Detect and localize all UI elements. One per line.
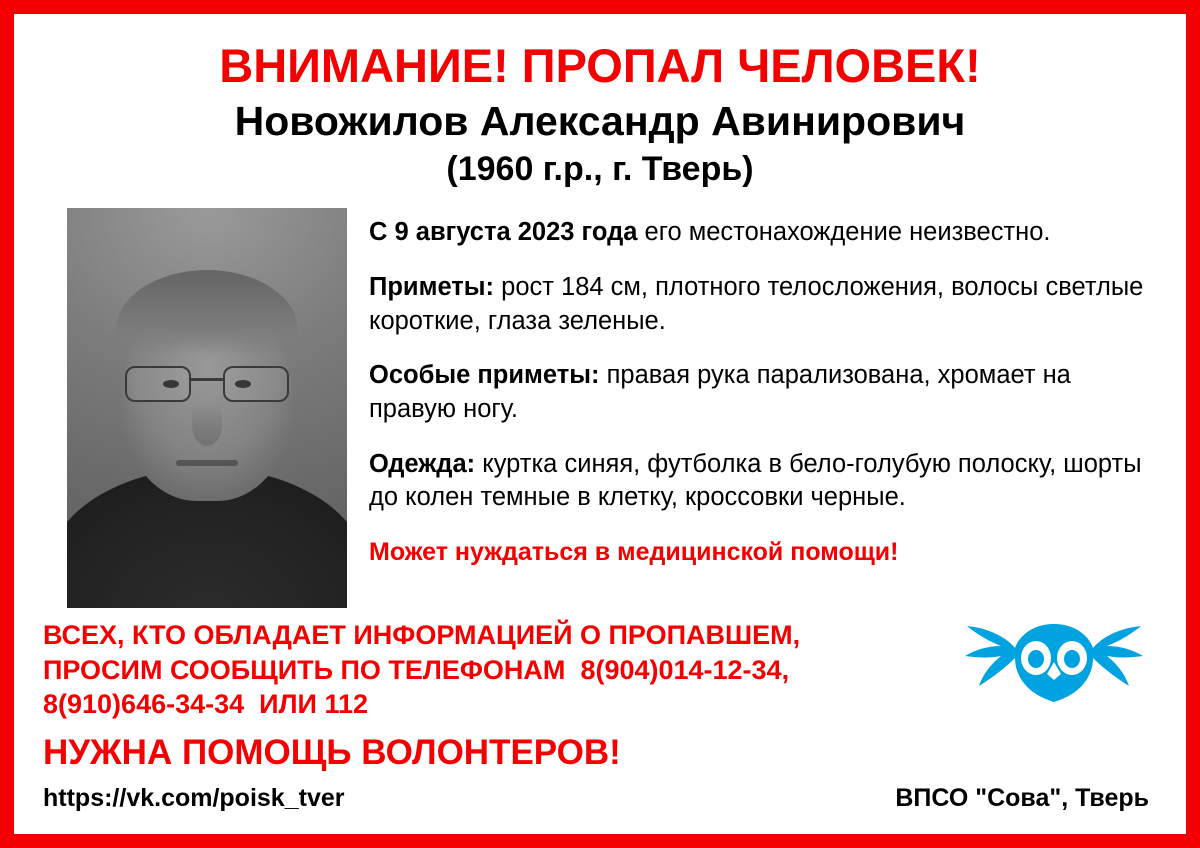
poster-inner bbox=[14, 14, 1186, 834]
person-name: Новожилов Александр Авинирович bbox=[234, 98, 966, 145]
phone-number-1[interactable]: 8(904)014-12-34, bbox=[580, 654, 790, 685]
organization-label: ВПСО "Сова", Тверь bbox=[895, 783, 1149, 812]
detail-special-features bbox=[369, 359, 1153, 426]
vk-link[interactable]: https://vk.com/poisk_tver bbox=[43, 783, 345, 812]
callout-line-2-text: ПРОСИМ СООБЩИТЬ ПО ТЕЛЕФОНАМ bbox=[43, 654, 566, 685]
detail-clothing-label: Одежда: bbox=[369, 449, 476, 478]
photo-mouth bbox=[176, 460, 238, 466]
detail-missing-since-text: его местонахождение неизвестно. bbox=[637, 218, 1051, 247]
detail-features-label: Приметы: bbox=[369, 272, 495, 301]
detail-special-features-text: правая рука парализована, хромает на правую ногу. bbox=[369, 361, 1071, 423]
glasses-left-lens bbox=[125, 366, 191, 402]
callout-block bbox=[43, 618, 943, 722]
poster-headline: ВНИМАНИЕ! ПРОПАЛ ЧЕЛОВЕК! bbox=[219, 39, 981, 92]
callout-line-3 bbox=[43, 687, 943, 722]
photo-nose bbox=[192, 404, 222, 446]
or-label: ИЛИ bbox=[259, 689, 317, 720]
detail-missing-since-label: С 9 августа 2023 года bbox=[369, 218, 638, 247]
volunteers-call: НУЖНА ПОМОЩЬ ВОЛОНТЕРОВ! bbox=[43, 732, 621, 772]
poster-footer bbox=[37, 618, 1163, 813]
owl-logo-icon bbox=[961, 602, 1147, 710]
phone-number-3[interactable]: 112 bbox=[324, 689, 369, 720]
detail-special-features-label: Особые приметы: bbox=[369, 361, 600, 390]
glasses-bridge bbox=[189, 378, 225, 381]
detail-missing-since bbox=[369, 216, 1153, 250]
callout-line-2 bbox=[43, 653, 943, 688]
detail-clothing-text: куртка синяя, футболка в бело-голубую полоску, шорты до колен темные в клетку, кроссовки черные. bbox=[369, 449, 1142, 512]
person-birth-city: (1960 г.р., г. Тверь) bbox=[446, 150, 754, 189]
medical-warning: Может нуждаться в медицинской помощи! bbox=[369, 537, 899, 566]
detail-features bbox=[369, 271, 1153, 338]
detail-clothing bbox=[369, 448, 1153, 515]
glasses-icon bbox=[123, 366, 291, 400]
detail-features-text: рост 184 см, плотного телосложения, волосы светлые короткие, глаза зеленые. bbox=[369, 272, 1144, 335]
callout-line-1: ВСЕХ, КТО ОБЛАДАЕТ ИНФОРМАЦИЕЙ О ПРОПАВШЕМ, bbox=[43, 620, 801, 651]
details-list bbox=[369, 208, 1163, 568]
phone-number-2[interactable]: 8(910)646-34-34 bbox=[43, 689, 245, 720]
photo-container bbox=[67, 208, 347, 608]
poster-body bbox=[37, 208, 1163, 608]
person-photo bbox=[67, 208, 347, 608]
glasses-right-lens bbox=[223, 366, 289, 402]
